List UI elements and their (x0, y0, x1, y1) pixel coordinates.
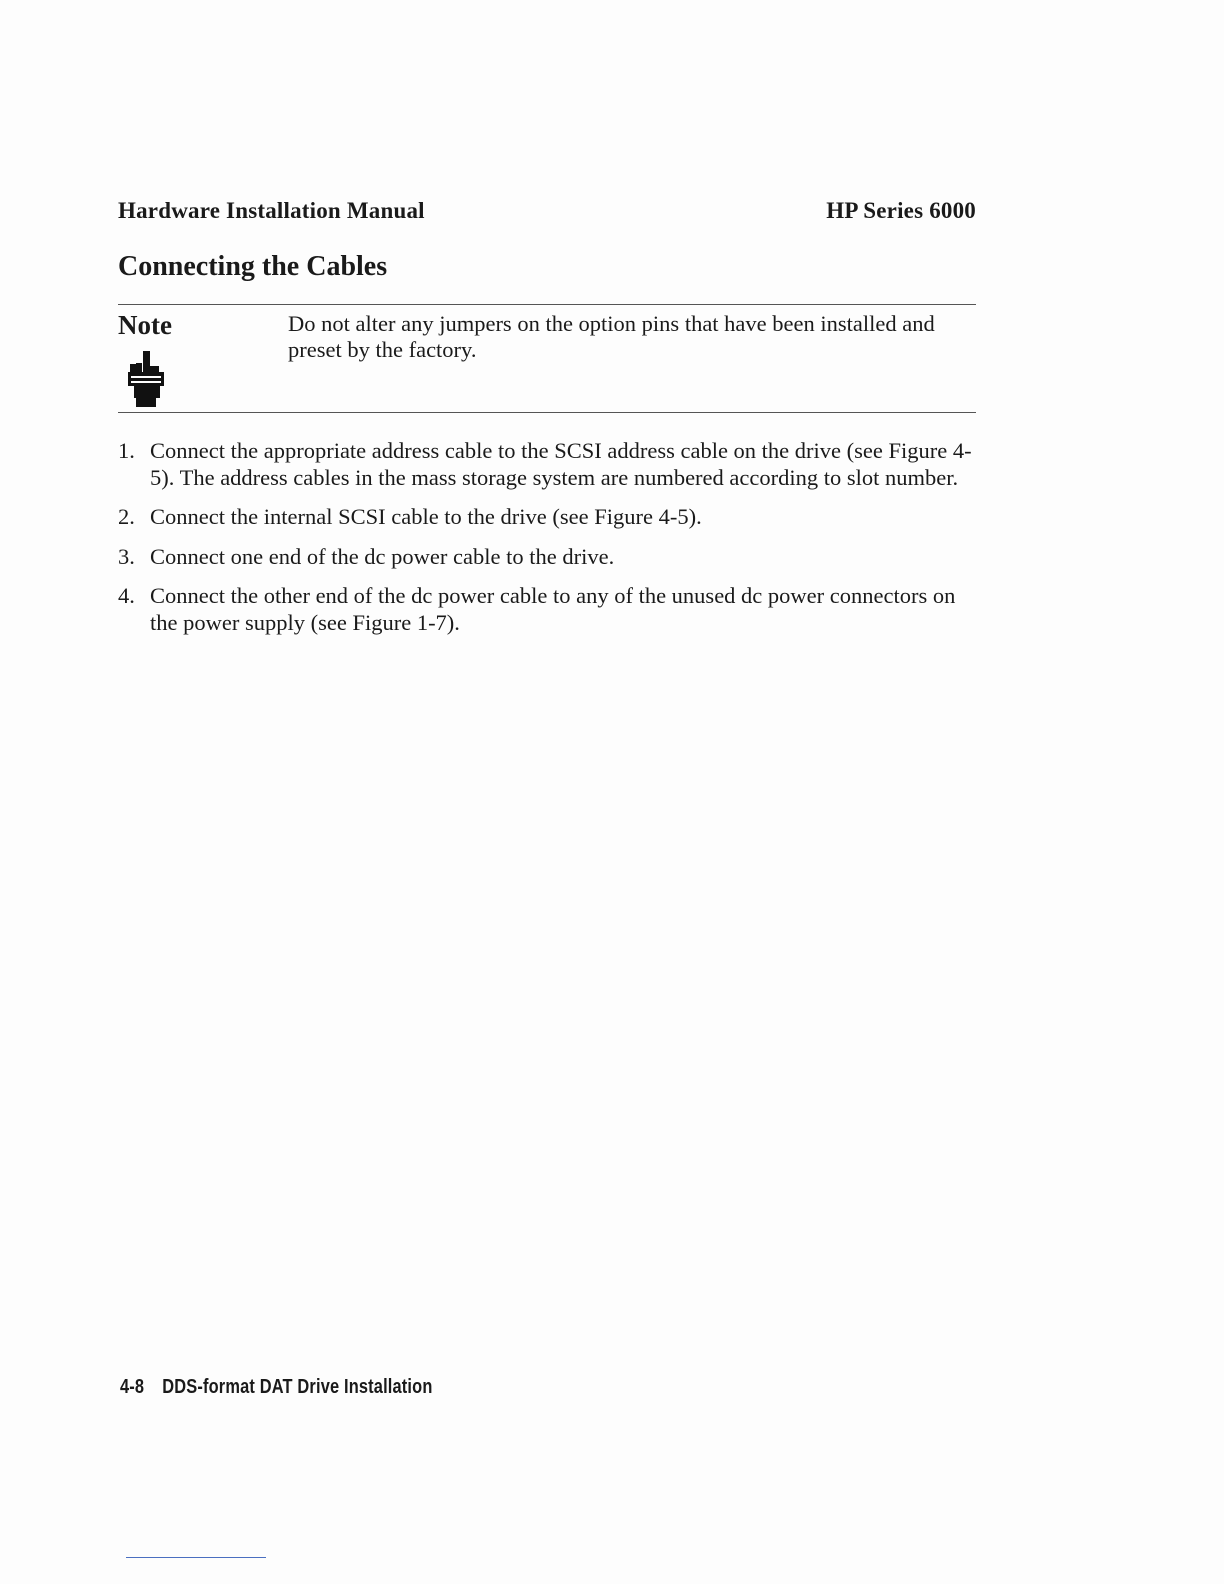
step-item (118, 438, 978, 491)
instruction-steps (118, 438, 978, 649)
chapter-title: DDS-format DAT Drive Installation (162, 1376, 433, 1398)
note-top-rule (118, 304, 976, 305)
header-series: HP Series 6000 (826, 198, 976, 223)
step-item (118, 504, 978, 531)
step-text: Connect one end of the dc power cable to the drive. (150, 543, 615, 569)
step-text: Connect the internal SCSI cable to the drive (see Figure 4-5). (150, 504, 702, 529)
note-label: Note (118, 310, 172, 340)
step-text: Connect the other end of the dc power cable to any of the unused dc power connectors on the power supply (see Figure 1-7). (150, 583, 956, 635)
note-bottom-rule (118, 412, 976, 413)
step-item (118, 583, 978, 636)
header-manual-title: Hardware Installation Manual (118, 198, 425, 223)
step-number: 3. (118, 543, 135, 569)
step-number: 1. (118, 438, 135, 463)
bottom-divider (126, 1557, 266, 1558)
pointing-hand-icon (126, 350, 168, 408)
step-item (118, 544, 978, 571)
running-header (118, 198, 976, 224)
section-title: Connecting the Cables (118, 251, 388, 282)
step-number: 4. (118, 583, 135, 608)
page-footer (120, 1376, 433, 1399)
note-text: Do not alter any jumpers on the option pins that have been installed and preset by the factory. (288, 311, 935, 362)
page-number: 4-8 (120, 1376, 145, 1398)
step-text: Connect the appropriate address cable to the SCSI address cable on the drive (see Figure 4-5). The address cables in the mass storage system are numbered according to slot number. (150, 438, 972, 490)
step-number: 2. (118, 504, 135, 529)
